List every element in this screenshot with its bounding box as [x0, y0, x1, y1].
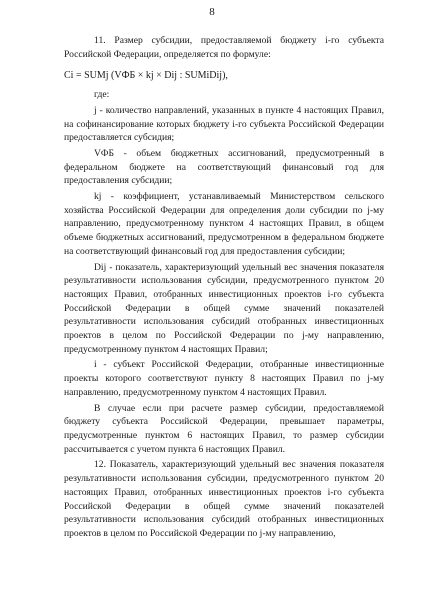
where-label: где:: [94, 89, 110, 101]
definition-dij: Dij - показатель, характеризующий удельный вес значения показателя результативности использования субсидии, предусмотренного пунктом 20 настоящих Правил, отобранных инвестиционных проектов i-го субъекта Российской Федерации в общей сумме значений показателей результативности использования субсидий отобранных инвестиционных проектов в целом по Российской Федерации по j-му направлению, предусмотренному пунктом 4 настоящих Правил;: [64, 261, 384, 355]
paragraph-12: 12. Показатель, характеризующий удельный вес значения показателя результативности использования субсидии, предусмотренного пунктом 20 настоящих Правил, отобранных инвестиционных проектов i-го субъекта Российской Федерации в общей сумме значений показателей результативности использования субсидий отобранных инвестиционных проектов в целом по Российской Федерации по j-му направлению,: [64, 459, 384, 539]
page-number: 8: [209, 6, 215, 18]
document-body: [64, 34, 384, 541]
paragraph-11-intro: 11. Размер субсидии, предоставляемой бюджету i-го субъекта Российской Федерации, определяется по формуле:: [64, 35, 384, 60]
definition-i: i - субъект Российской Федерации, отобранные инвестиционные проекты которого соответствуют пункту 8 настоящих Правил по j-му направлению, предусмотренному пунктом 4 настоящих Правил.: [64, 359, 384, 398]
definition-vfb: VФБ - объем бюджетных ассигнований, предусмотренный в федеральном бюджете на соответствующий финансовый год для предоставления субсидии;: [64, 147, 384, 187]
subsidy-formula: Ci = SUMj (VФБ × kj × Dij : SUMiDij),: [64, 70, 228, 82]
definition-kj: kj - коэффициент, устанавливаемый Министерством сельского хозяйства Российской Федерации для определения доли субсидии по j-му направлению, предусмотренному пунктом 4 настоящих Правил, в общем объеме бюджетных ассигнований, предусмотренном в федеральном бюджете на соответствующий финансовый год для предоставления субсидии;: [64, 191, 384, 257]
case-paragraph: В случае если при расчете размер субсидии, предоставляемой бюджету субъекта Российской Федерации, превышает параметры, предусмотренные пунктом 6 настоящих Правил, то размер субсидии рассчитывается с учетом пункта 6 настоящих Правил.: [64, 402, 384, 455]
definition-j: j - количество направлений, указанных в пункте 4 настоящих Правил, на софинансирование которых бюджету i-го субъекта Российской Федерации предоставляется субсидия;: [64, 104, 384, 144]
